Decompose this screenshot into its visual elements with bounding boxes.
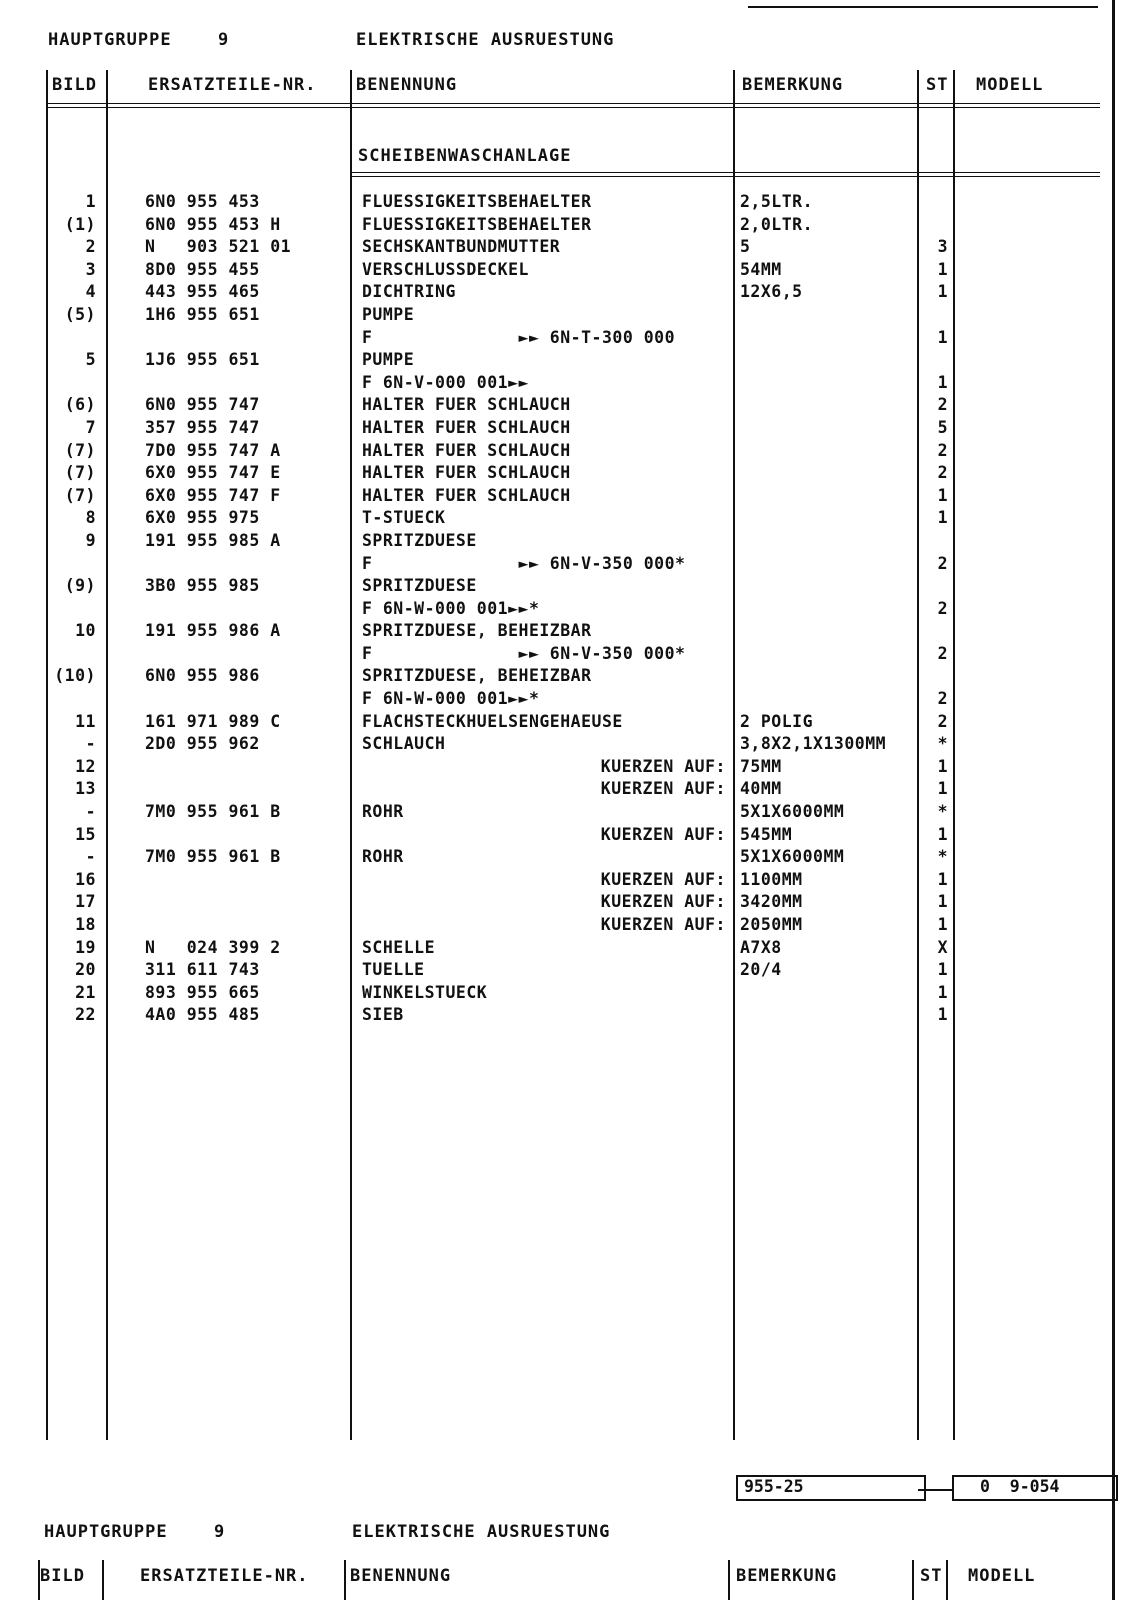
row-qty: 1	[937, 485, 948, 505]
col-part-no-2: ERSATZTEILE-NR.	[140, 1566, 309, 1586]
row-part-no: 311 611 743	[145, 960, 260, 980]
col-name: BENENNUNG	[356, 75, 458, 95]
table-row	[0, 666, 1146, 689]
row-name: HALTER FUER SCHLAUCH	[362, 463, 571, 483]
row-note: 5	[740, 237, 751, 257]
row-part-no: 6X0 955 975	[145, 508, 260, 528]
row-shorten-label: KUERZEN AUF:	[600, 779, 726, 799]
table-row	[0, 779, 1146, 802]
col-note-2: BEMERKUNG	[736, 1566, 838, 1586]
row-bild: 17	[75, 892, 96, 912]
footer-join-line	[918, 1489, 952, 1491]
table-row	[0, 350, 1146, 373]
group-label-2: HAUPTGRUPPE	[44, 1522, 168, 1542]
footer-left-code: 955-25	[736, 1475, 926, 1501]
row-note: 2 POLIG	[740, 711, 814, 731]
row-name: F ►► 6N-V-350 000*	[362, 643, 686, 663]
col-line-name-2	[728, 1560, 730, 1600]
row-name: SECHSKANTBUNDMUTTER	[362, 237, 561, 257]
table-row	[0, 599, 1146, 622]
table-row	[0, 960, 1146, 983]
top-edge-line	[748, 6, 1098, 8]
row-bild: 19	[75, 937, 96, 957]
row-bild: 13	[75, 779, 96, 799]
table-row	[0, 395, 1146, 418]
row-qty: X	[937, 937, 948, 957]
table-row	[0, 712, 1146, 735]
footer-right-code: 0 9-054	[952, 1475, 1118, 1501]
row-bild: (9)	[64, 576, 96, 596]
row-shorten-label: KUERZEN AUF:	[600, 915, 726, 934]
row-part-no: 7D0 955 747 A	[145, 440, 281, 460]
row-part-no: 357 955 747	[145, 417, 260, 437]
row-shorten-label: KUERZEN AUF:	[600, 869, 726, 889]
table-row	[0, 441, 1146, 464]
col-qty: ST	[926, 75, 949, 95]
row-name: F ►► 6N-V-350 000*	[362, 553, 686, 573]
row-part-no: 2D0 955 962	[145, 734, 260, 754]
row-qty: 1	[937, 282, 948, 302]
table-row	[0, 689, 1146, 712]
row-bild: 3	[85, 259, 96, 279]
row-name: HALTER FUER SCHLAUCH	[362, 440, 571, 460]
row-bild: 16	[75, 869, 96, 889]
col-bild: BILD	[52, 75, 97, 95]
row-qty: *	[937, 734, 948, 754]
row-bild: (7)	[64, 440, 96, 460]
row-name: HALTER FUER SCHLAUCH	[362, 485, 571, 505]
row-note: 40MM	[740, 779, 782, 799]
table-row	[0, 915, 1146, 938]
row-qty: *	[937, 847, 948, 867]
parts-table-body	[0, 192, 1146, 1028]
row-bild: 7	[85, 417, 96, 437]
row-part-no: 8D0 955 455	[145, 259, 260, 279]
row-note: 3420MM	[740, 892, 803, 912]
table-row	[0, 305, 1146, 328]
table-row	[0, 418, 1146, 441]
table-row	[0, 870, 1146, 893]
group-number-2: 9	[214, 1522, 226, 1542]
row-qty: 2	[937, 395, 948, 415]
row-shorten-label: KUERZEN AUF:	[600, 756, 726, 776]
row-qty: 1	[937, 1005, 948, 1025]
table-row	[0, 1005, 1146, 1028]
row-shorten-label: KUERZEN AUF:	[600, 892, 726, 912]
row-qty: 1	[937, 779, 948, 799]
section-title: SCHEIBENWASCHANLAGE	[358, 146, 572, 166]
row-part-no: 1J6 955 651	[145, 350, 260, 370]
row-name: SCHLAUCH	[362, 734, 446, 754]
row-part-no: 4A0 955 485	[145, 1005, 260, 1025]
row-part-no: 6N0 955 747	[145, 395, 260, 415]
table-row	[0, 938, 1146, 961]
section-rule-2	[352, 176, 1100, 177]
row-note: 3,8X2,1X1300MM	[740, 734, 887, 754]
row-bild: 4	[85, 282, 96, 302]
row-part-no: 1H6 955 651	[145, 304, 260, 324]
row-part-no: 191 955 985 A	[145, 530, 281, 550]
table-row	[0, 757, 1146, 780]
row-qty: 1	[937, 756, 948, 776]
col-qty-2: ST	[920, 1566, 943, 1586]
row-qty: 2	[937, 689, 948, 709]
row-qty: 2	[937, 643, 948, 663]
row-note: 20/4	[740, 960, 782, 980]
row-part-no: 7M0 955 961 B	[145, 802, 281, 822]
row-qty: 1	[937, 982, 948, 1002]
table-row	[0, 260, 1146, 283]
row-part-no: N 024 399 2	[145, 937, 281, 957]
row-bild: 22	[75, 1005, 96, 1025]
row-name: SPRITZDUESE	[362, 576, 477, 596]
table-row	[0, 215, 1146, 238]
row-bild: -	[85, 802, 96, 822]
table-row	[0, 892, 1146, 915]
table-row	[0, 237, 1146, 260]
row-name: FLACHSTECKHUELSENGEHAEUSE	[362, 711, 623, 731]
row-qty: 2	[937, 463, 948, 483]
row-name: F 6N-V-000 001►►	[362, 372, 529, 392]
row-note: 2,5LTR.	[740, 192, 814, 211]
row-shorten-label: KUERZEN AUF:	[600, 824, 726, 844]
table-row	[0, 825, 1146, 848]
row-name: SPRITZDUESE, BEHEIZBAR	[362, 621, 592, 641]
row-bild: -	[85, 847, 96, 867]
row-note: 54MM	[740, 259, 782, 279]
col-line-left-2	[38, 1560, 40, 1600]
col-line-part-2	[344, 1560, 346, 1600]
row-bild: 1	[85, 192, 96, 211]
row-part-no: 6X0 955 747 F	[145, 485, 281, 505]
row-name: VERSCHLUSSDECKEL	[362, 259, 529, 279]
row-part-no: 7M0 955 961 B	[145, 847, 281, 867]
table-row	[0, 644, 1146, 667]
col-name-2: BENENNUNG	[350, 1566, 452, 1586]
row-name: SPRITZDUESE, BEHEIZBAR	[362, 666, 592, 686]
row-qty: 3	[937, 237, 948, 257]
row-qty: 5	[937, 417, 948, 437]
row-note: A7X8	[740, 937, 782, 957]
row-bild: (7)	[64, 463, 96, 483]
header-rule-2	[48, 107, 1100, 108]
group-title-2: ELEKTRISCHE AUSRUESTUNG	[352, 1522, 611, 1542]
row-name: PUMPE	[362, 350, 415, 370]
col-part-no: ERSATZTEILE-NR.	[148, 75, 317, 95]
row-bild: (1)	[64, 214, 96, 234]
row-name: ROHR	[362, 802, 404, 822]
table-row	[0, 373, 1146, 396]
col-line-note-2	[912, 1560, 914, 1600]
row-note: 75MM	[740, 756, 782, 776]
row-part-no: 6N0 955 986	[145, 666, 260, 686]
table-row	[0, 486, 1146, 509]
row-part-no: 3B0 955 985	[145, 576, 260, 596]
row-qty: 1	[937, 259, 948, 279]
row-note: 5X1X6000MM	[740, 802, 845, 822]
row-bild: 9	[85, 530, 96, 550]
row-name: FLUESSIGKEITSBEHAELTER	[362, 214, 592, 234]
row-name: TUELLE	[362, 960, 425, 980]
row-name: WINKELSTUECK	[362, 982, 488, 1002]
row-qty: 1	[937, 824, 948, 844]
row-name: SCHELLE	[362, 937, 436, 957]
col-line-bild-2	[102, 1560, 104, 1600]
col-note: BEMERKUNG	[742, 75, 844, 95]
row-part-no: 161 971 989 C	[145, 711, 281, 731]
table-row	[0, 576, 1146, 599]
row-bild: 20	[75, 960, 96, 980]
group-number: 9	[218, 30, 230, 50]
row-part-no: 6N0 955 453	[145, 192, 260, 211]
row-qty: 1	[937, 327, 948, 347]
table-row	[0, 983, 1146, 1006]
table-row	[0, 531, 1146, 554]
table-row	[0, 463, 1146, 486]
table-row	[0, 282, 1146, 305]
row-note: 12X6,5	[740, 282, 803, 302]
row-name: F 6N-W-000 001►►*	[362, 598, 540, 618]
table-row	[0, 621, 1146, 644]
col-model: MODELL	[976, 75, 1044, 95]
row-qty: 1	[937, 508, 948, 528]
row-part-no: N 903 521 01	[145, 237, 292, 257]
row-bild: (6)	[64, 395, 96, 415]
row-qty: 1	[937, 960, 948, 980]
row-name: PUMPE	[362, 304, 415, 324]
row-note: 2050MM	[740, 915, 803, 934]
row-bild: 18	[75, 915, 96, 934]
row-bild: (7)	[64, 485, 96, 505]
row-qty: 1	[937, 372, 948, 392]
header-rule-1	[48, 103, 1100, 104]
row-qty: 2	[937, 711, 948, 731]
row-name: ROHR	[362, 847, 404, 867]
row-qty: 1	[937, 869, 948, 889]
col-model-2: MODELL	[968, 1566, 1036, 1586]
row-bild: 5	[85, 350, 96, 370]
row-name: T-STUECK	[362, 508, 446, 528]
row-note: 2,0LTR.	[740, 214, 814, 234]
row-bild: 12	[75, 756, 96, 776]
table-row	[0, 554, 1146, 577]
col-bild-2: BILD	[40, 1566, 85, 1586]
table-row	[0, 734, 1146, 757]
row-bild: 2	[85, 237, 96, 257]
row-name: SIEB	[362, 1005, 404, 1025]
row-bild: 8	[85, 508, 96, 528]
row-bild: 21	[75, 982, 96, 1002]
row-name: HALTER FUER SCHLAUCH	[362, 417, 571, 437]
table-row	[0, 847, 1146, 870]
section-rule-1	[352, 172, 1100, 173]
row-bild: 15	[75, 824, 96, 844]
row-name: HALTER FUER SCHLAUCH	[362, 395, 571, 415]
table-row	[0, 802, 1146, 825]
row-name: FLUESSIGKEITSBEHAELTER	[362, 192, 592, 211]
row-part-no: 6N0 955 453 H	[145, 214, 281, 234]
row-note: 5X1X6000MM	[740, 847, 845, 867]
col-line-qty-2	[946, 1560, 948, 1600]
row-name: F 6N-W-000 001►►*	[362, 689, 540, 709]
row-part-no: 191 955 986 A	[145, 621, 281, 641]
table-row	[0, 508, 1146, 531]
row-name: SPRITZDUESE	[362, 530, 477, 550]
row-note: 545MM	[740, 824, 793, 844]
row-part-no: 6X0 955 747 E	[145, 463, 281, 483]
row-bild: 11	[75, 711, 96, 731]
row-qty: 1	[937, 915, 948, 934]
table-row	[0, 328, 1146, 351]
row-qty: 1	[937, 892, 948, 912]
row-qty: 2	[937, 598, 948, 618]
row-bild: 10	[75, 621, 96, 641]
row-bild: (10)	[54, 666, 96, 686]
row-part-no: 443 955 465	[145, 282, 260, 302]
row-qty: *	[937, 802, 948, 822]
row-qty: 2	[937, 553, 948, 573]
row-qty: 2	[937, 440, 948, 460]
row-note: 1100MM	[740, 869, 803, 889]
row-bild: (5)	[64, 304, 96, 324]
group-label: HAUPTGRUPPE	[48, 30, 172, 50]
row-bild: -	[85, 734, 96, 754]
group-title: ELEKTRISCHE AUSRUESTUNG	[356, 30, 615, 50]
row-name: F ►► 6N-T-300 000	[362, 327, 676, 347]
row-part-no: 893 955 665	[145, 982, 260, 1002]
row-name: DICHTRING	[362, 282, 456, 302]
table-row	[0, 192, 1146, 215]
